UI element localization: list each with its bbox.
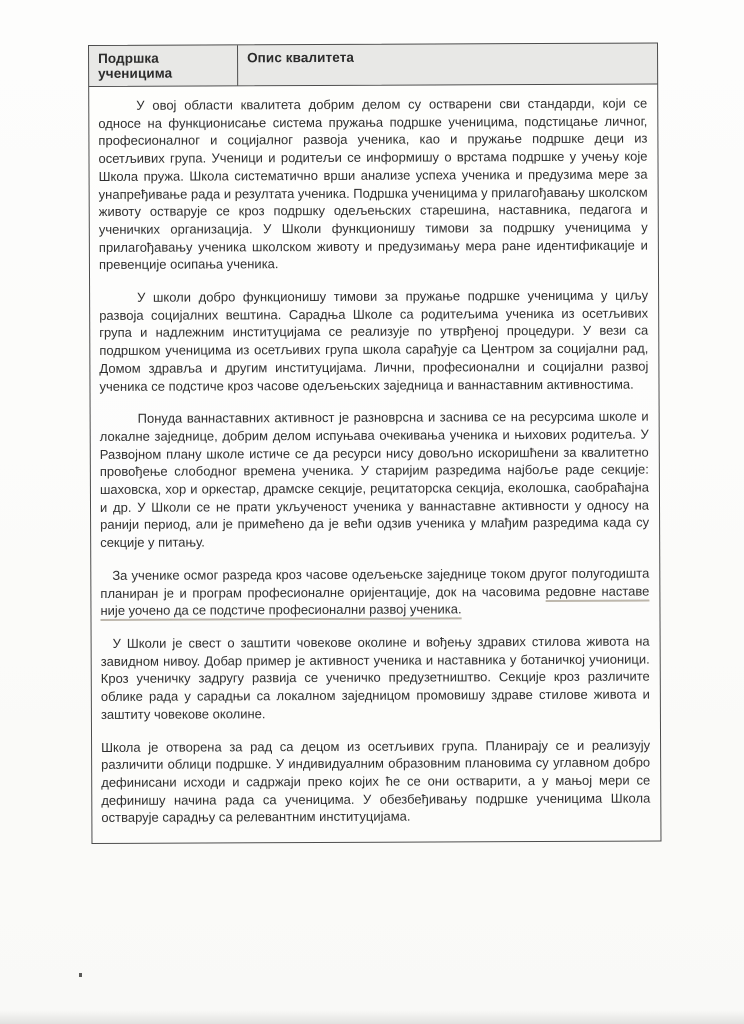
paragraph-environment-health: У Школи је свест о заштити човекове околине и вођењу здравих стилова живота на завидном нивоу. Добар пример је активност ученика и наставника у ботаничкој учионици. Кроз ученичку задругу развија се ученичко предузетништво. Секције кроз различите облике рада у сарадњи са локалном заједницом промовишу здраве стилове живота и заштиту човекове околине. bbox=[100, 633, 650, 722]
scan-edge-shadow bbox=[0, 1010, 744, 1024]
table-header-row bbox=[88, 43, 658, 87]
paragraph-text: За ученике осмог разреда кроз часове одељењске заједнице током другог полугодишта планиран је и програм професионалне оријентације, док на часовима bbox=[100, 565, 650, 601]
header-cell-quality-description: Опис квалитета bbox=[247, 49, 355, 66]
header-cell-support-to-students: Подршка ученицима bbox=[89, 45, 238, 86]
paragraph-eighth-grade-orientation bbox=[100, 564, 649, 620]
paragraph-inclusive-education: Школа је отворена за рад са децом из осетљивих група. Планирају се и реализују различити облици подршке. У индивидуалним образовним плановима су углавном добро дефинисани исходи и садржаји преко којих ће се они остварити, а у мањој мери се дефинишу начина рада са ученицима. У обезбеђивању подршке ученицима Школа остварује сарадњу са релевантним институцијама. bbox=[101, 737, 651, 826]
table-body-cell bbox=[88, 85, 661, 844]
quality-assessment-table bbox=[88, 43, 661, 844]
paragraph-standards-overview: У овој области квалитета добрим делом су остварени сви стандарди, који се односе на функционисање система пружања подршке ученицима, подстицање личног, професионалног и социјалног развоја ученика, као и пружање подршке деци из осетљивих група. Ученици и родитељи се информишу о врстама подршке у учењу које Школа пружа. Школа систематично врши анализе успеха ученика и предузима мере за унапређивање рада и резултата ученика. Подршка ученицима у прилагођавању школском животу остварује се кроз подршку одељењских старешина, наставника, педагога и ученичких организација. У Школи функционишу тимови за подршку ученицима у прилагођавању ученика школском животу и предузимању мера ране идентификације и превенције осипања ученика. bbox=[98, 95, 648, 273]
pencil-underlined-text: редовне наставе није уочено да се подстиче професионални развој ученика. bbox=[100, 583, 650, 619]
paragraph-extracurricular-offer: Понуда ваннаставних активност је разноврсна и заснива се на ресурсима школе и локалне заједнице, добрим делом испуњава очекивања ученика и њихових родитеља. У Развојном плану школе истиче се да ресурси нису довољно искоришћени за квалитетно провођење слободног времена ученика. У старијим разредима најбоље раде секције: шаховска, хор и оркестар, драмске секције, рецитаторска секција, еколошка, саобраћајна и др. У Школи се не прати укљученост ученика у ваннаставне активности у односу на ранији период, али је примећено да је већи одзив ученика у млађим разредима када су секције у питању. bbox=[99, 408, 650, 551]
scan-artifact-speck bbox=[79, 973, 82, 977]
paragraph-support-teams: У школи добро функционишу тимови за пружање подршке ученицима у циљу развоја социјалних вештина. Сарадња Школе са родитељима ученика из осетљивих група и надлежним институцијама се реализује по утврђеној процедури. У вези са подршком ученицима из осетљивих група школа сарађује са Центром за социјални рад, Домом здравља и другим институцијама. Лични, професионални и социјални развој ученика се подстиче кроз часове одељењских заједница и ваннаставним активностима. bbox=[99, 287, 649, 394]
